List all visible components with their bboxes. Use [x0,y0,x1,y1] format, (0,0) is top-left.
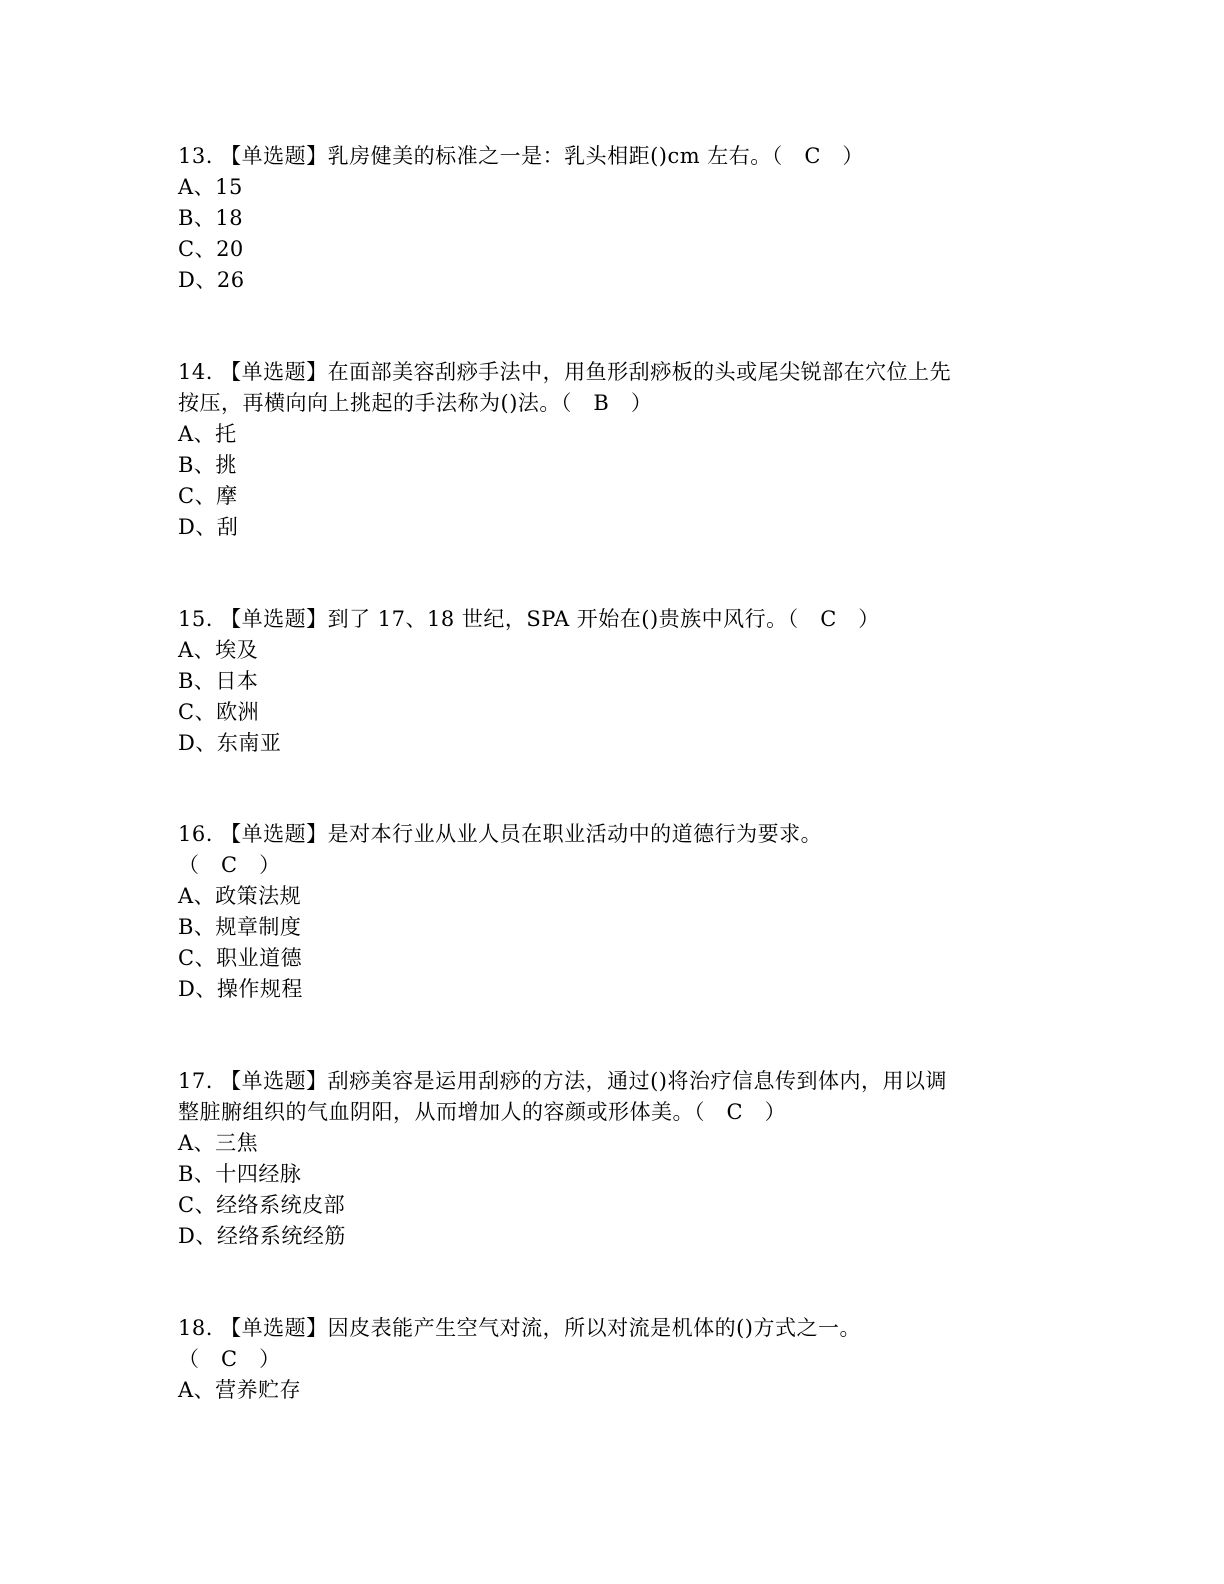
option-a: A、营养贮存 [178,1378,302,1402]
option-d: D、操作规程 [178,977,303,1001]
question-17 [178,1066,1048,1252]
option-a: A、15 [178,175,243,199]
option-a: A、政策法规 [178,884,302,908]
question-15 [178,604,1048,759]
option-a: A、埃及 [178,638,259,662]
option-d: D、东南亚 [178,731,282,755]
option-c: C、摩 [178,484,238,508]
question-13 [178,141,1048,296]
option-c: C、欧洲 [178,700,260,724]
option-b: B、规章制度 [178,915,302,939]
option-d: D、经络系统经筋 [178,1224,346,1248]
question-stem-continued: 整脏腑组织的气血阴阳，从而增加人的容颜或形体美。（ C ） [178,1100,787,1124]
option-b: B、十四经脉 [178,1162,302,1186]
question-stem: 16. 【单选题】是对本行业从业人员在职业活动中的道德行为要求。 [178,822,823,846]
question-16 [178,819,1048,1005]
option-c: C、职业道德 [178,946,303,970]
option-b: B、18 [178,206,244,230]
question-stem-continued: 按压，再横向向上挑起的手法称为()法。（ B ） [178,391,653,415]
option-a: A、托 [178,422,237,446]
option-c: C、20 [178,237,244,261]
option-d: D、26 [178,268,245,292]
question-stem: 17. 【单选题】刮痧美容是运用刮痧的方法，通过()将治疗信息传到体内，用以调 [178,1069,947,1093]
question-stem: 18. 【单选题】因皮表能产生空气对流，所以对流是机体的()方式之一。 [178,1316,861,1340]
option-b: B、日本 [178,669,259,693]
option-c: C、经络系统皮部 [178,1193,346,1217]
question-stem: 13. 【单选题】乳房健美的标准之一是：乳头相距()cm 左右。（ C ） [178,144,864,168]
option-b: B、挑 [178,453,237,477]
question-stem: 15. 【单选题】到了 17、18 世纪，SPA 开始在()贵族中风行。（ C ） [178,607,880,631]
answer-bracket: （ C ） [178,1347,281,1371]
question-stem: 14. 【单选题】在面部美容刮痧手法中，用鱼形刮痧板的头或尾尖锐部在穴位上先 [178,360,952,384]
question-14 [178,357,1048,543]
option-d: D、刮 [178,515,239,539]
question-18 [178,1313,1048,1406]
option-a: A、三焦 [178,1131,259,1155]
answer-bracket: （ C ） [178,853,281,877]
